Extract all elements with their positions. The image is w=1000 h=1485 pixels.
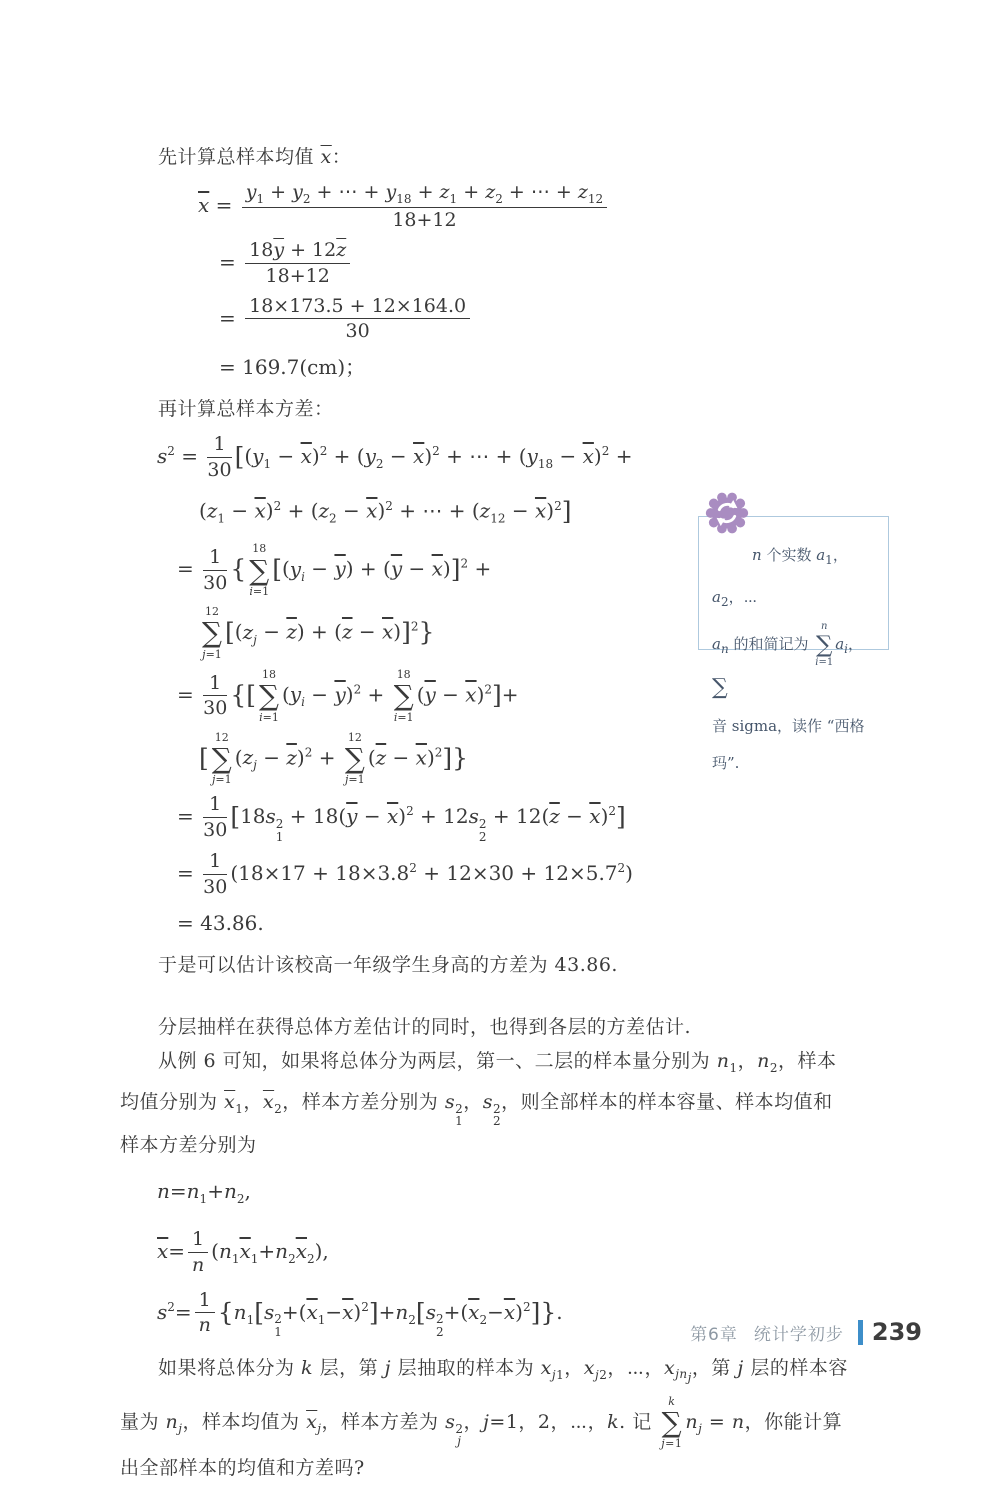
paragraph-k-layers-line-3: 出全部样本的均值和方差吗?	[120, 1456, 365, 1479]
var-eq-line-2: $(z_1 - \overline{x})^2 + (z_2 - \overline{x})^2$ + ⋯ + $(z_{12} - \overline{x})^2$]	[199, 496, 572, 526]
note-line-2: $a_n$ 的和简记为 n ∑ i=1 $a_i$，∑	[712, 621, 863, 701]
var-eq-line-4: 12 ∑ j=1 $[(z_j - \overline{z}) + (\overline{z} - \overline{x})]^2$}	[202, 605, 435, 661]
mean-eq-line-4: = 169.7(cm)；	[219, 355, 366, 380]
paragraph-example6-line-2: 均值分别为 $\overline{x}_1$，$\overline{x}_2$，样本方差分别为 s 2 1 ，s 2 2 ，则全部样本的样本容量、样本均值和	[120, 1090, 833, 1129]
mean-eq-line-3: = $\frac{18\times 173.5 + 12\times 164.0}{30}$	[219, 295, 882, 344]
var-eq-line-1: $s^2$ = $\frac{1}{30}$ [$(y_1 - \overline{x})^2 + (y_2 - \overline{x})^2$ + ⋯ + $(y_{18} - \overline{x})^2$ +	[157, 433, 633, 481]
paragraph-example6-line-1: 从例 6 可知，如果将总体分为两层，第一、二层的样本量分别为 $n_1$，$n_2$，样本	[158, 1050, 837, 1075]
var-eq-line-7: = $\frac{1}{30}$ [18s 2 1 + $18(\overline{y} - \overline{x})^2 + 12s$ 2 2 + $12(\overline{z} - \overline{x})^2$]	[177, 793, 626, 844]
formula-n: $n=n_1+n_2$,	[157, 1179, 251, 1207]
note-line-1: n 个实数 $a_1$，$a_2$，⋯	[712, 546, 848, 609]
conclusion-line: 于是可以估计该校高一年级学生身高的方差为 43.86.	[158, 954, 618, 977]
variance-intro-line: 再计算总样本方差：	[158, 398, 334, 421]
formula-mean: $\overline{x}=$ $\frac{1}{n}$ $(n_1\overline{x}_1+n_2\overline{x}_2)$,	[157, 1228, 329, 1276]
var-eq-line-3: = $\frac{1}{30}$ { 18 ∑ i=1 $[(y_i - \overline{y}) + (\overline{y} - \overline{x})]^2$ +	[177, 542, 492, 598]
var-eq-line-6: [ 12 ∑ j=1 $(z_j - \overline{z})^2$ + 12 ∑ j=1 $(\overline{z} - \overline{x})^2$]}	[199, 730, 469, 787]
footer-divider-bar	[858, 1320, 863, 1345]
paragraph-example6-line-3: 样本方差分别为	[120, 1134, 257, 1157]
page-number: 239	[871, 1318, 922, 1346]
paragraph-k-layers-line-1: 如果将总体分为 k 层，第 j 层抽取的样本为 $x_{j1}$，$x_{j2}$，⋯，$x_{jn_j}$，第 j 层的样本容	[158, 1356, 848, 1385]
mean-eq-line-2: = $\frac{18\overline{y} + 12\overline{z}}{18+12}$	[219, 239, 882, 288]
var-eq-line-9: = 43.86.	[177, 911, 264, 936]
mean-intro-line: 先计算总样本均值 $\overline{x}$：	[158, 146, 352, 168]
two-layer-formulas-block	[157, 1174, 882, 1339]
paragraph-stratified: 分层抽样在获得总体方差估计的同时，也得到各层的方差估计.	[158, 1016, 692, 1039]
mean-derivation-block	[198, 181, 882, 384]
formula-variance: $s^2=$ $\frac{1}{n}$ {$n_1[s$ 2 1 $+(\overline{x}_1-\overline{x})^2]+n_2[s$ 2 2 $+(\overline{x}_2-\overline{x})^2$]}.	[157, 1288, 563, 1340]
note-line-3: 音 sigma，读作 “西格玛”.	[712, 717, 865, 773]
chapter-number: 第6章	[690, 1324, 738, 1345]
paragraph-k-layers-line-2: 量为 $n_j$，样本均值为 $\overline{x}_j$，样本方差为 s 2 j ，j=1，2，⋯，k. 记 k ∑ j=1 $n_j = n$，你能计算	[120, 1394, 843, 1451]
mean-eq-line-1: $\overline{x}$ = $\frac{y_1 + y_2 + \cdots + y_{18} + z_1 + z_2 + \cdots + z_{12}}{18+12}$	[198, 181, 882, 232]
var-eq-line-8: = $\frac{1}{30}$ $(18\times 17 + 18\times 3.8^2 + 12\times 30 + 12\times 5.7^2)$	[177, 850, 633, 899]
refresh-badge-icon	[701, 487, 753, 539]
chapter-title: 统计学初步	[753, 1324, 844, 1345]
var-eq-line-5: = $\frac{1}{30}$ {[ 18 ∑ i=1 $(y_i - \overline{y})^2$ + 18 ∑ i=1 $(\overline{y} - \overline{x})^2]+$	[177, 667, 519, 724]
page-footer	[0, 1318, 1000, 1346]
